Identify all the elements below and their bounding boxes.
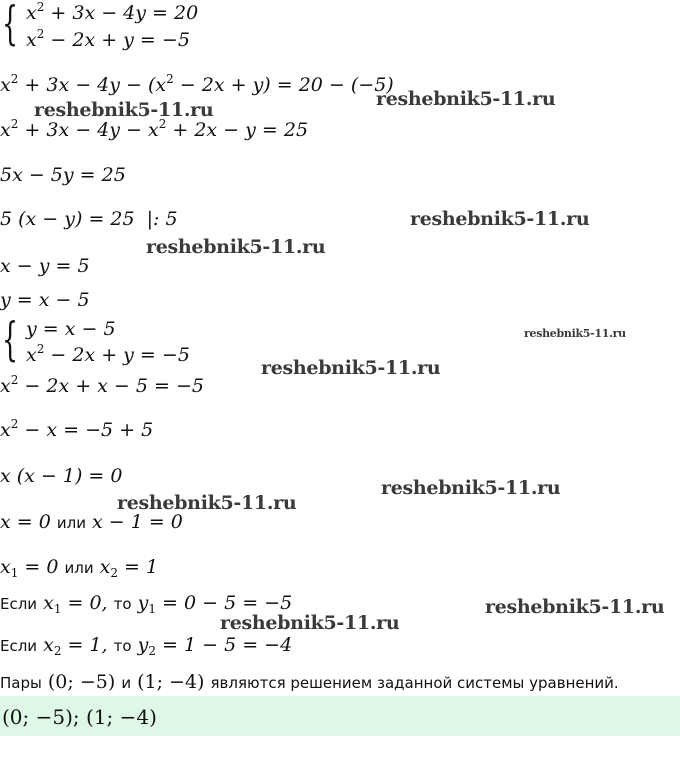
watermark: reshebnik5-11.ru [261, 357, 441, 379]
pair-1: (0; −5) [47, 671, 116, 693]
step-roots [0, 556, 158, 579]
step-roots-eq [0, 511, 183, 534]
step-expand: $x^2 + 3x - 4y - x^2 + 2x - y = 25$ [0, 117, 309, 141]
watermark: reshebnik5-11.ru [524, 327, 626, 340]
step-subtract: $x^2 + 3x - 4y - (x^2 - 2x + y) = 20 - (-5)$ [0, 72, 394, 96]
watermark: reshebnik5-11.ru [34, 99, 214, 121]
case-2-cond: $x_2 = 1$, [43, 634, 108, 658]
case-1-result: $y_1 = 0 - 5 = -5$ [137, 592, 293, 616]
case-2 [0, 634, 292, 657]
watermark: reshebnik5-11.ru [117, 492, 297, 514]
watermark: reshebnik5-11.ru [381, 477, 561, 499]
if-word: Если [0, 595, 38, 613]
case-1-cond: $x_1 = 0$, [43, 592, 108, 616]
case-2-result: $y_2 = 1 - 5 = -4$ [137, 634, 293, 658]
conclusion-prefix: Пары [0, 674, 42, 692]
system-brace: { [2, 0, 19, 50]
step-divide: x − y = 5 [0, 255, 90, 277]
root-eq-a: x = 0 [0, 511, 51, 533]
system-1-eq2: $x^2 - 2x + y = -5$ [26, 27, 190, 51]
then-word: то [113, 595, 132, 613]
pair-2: (1; −4) [137, 671, 205, 693]
and-word: и [121, 674, 132, 692]
conclusion [0, 671, 619, 694]
step-factor-x: x (x − 1) = 0 [0, 465, 123, 487]
or-word: или [64, 559, 94, 577]
root-eq-b: x − 1 = 0 [92, 511, 183, 533]
root-2: $x_2 = 1$ [99, 556, 159, 580]
watermark: reshebnik5-11.ru [485, 596, 665, 618]
system-1-eq1: $x^2 + 3x - 4y = 20$ [26, 0, 199, 24]
watermark: reshebnik5-11.ru [146, 236, 326, 258]
step-factor: 5 (x − y) = 25 |: 5 [0, 208, 178, 230]
then-word: то [113, 637, 132, 655]
system-2-eq1: y = x − 5 [26, 318, 116, 340]
watermark: reshebnik5-11.ru [376, 88, 556, 110]
watermark: reshebnik5-11.ru [410, 208, 590, 230]
if-word: Если [0, 637, 38, 655]
step-collect: 5x − 5y = 25 [0, 164, 126, 186]
system-2-eq2: $x^2 - 2x + y = -5$ [26, 342, 190, 366]
answer-box [0, 696, 680, 736]
answer-text: (0; −5); (1; −4) [2, 705, 157, 729]
or-word: или [56, 514, 86, 532]
watermark: reshebnik5-11.ru [220, 612, 400, 634]
step-substitute: $x^2 - 2x + x - 5 = -5$ [0, 373, 204, 397]
system-brace: { [2, 312, 19, 366]
conclusion-suffix: являются решением заданной системы уравнений. [210, 674, 619, 692]
step-express-y: y = x − 5 [0, 289, 90, 311]
step-simplify: $x^2 - x = -5 + 5$ [0, 417, 154, 441]
root-1: $x_1 = 0$ [0, 556, 59, 580]
